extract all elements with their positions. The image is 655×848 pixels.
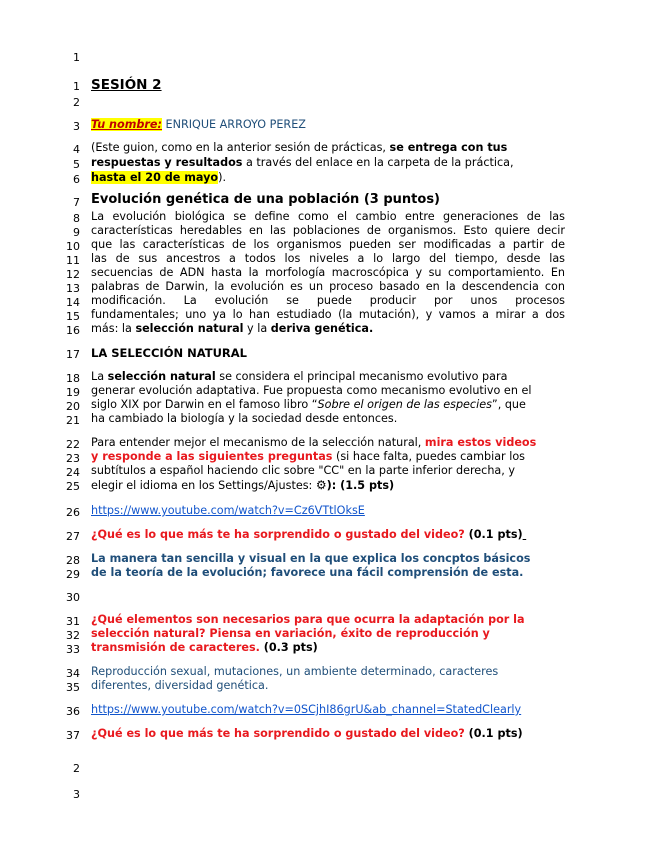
selection-line-1 (91, 370, 565, 384)
answer-2-line: Reproducción sexual, mutaciones, un ambiente determinado, caracteres (91, 665, 499, 678)
answer-1-line: La manera tan sencilla y visual en la que explica los concptos básicos (91, 552, 531, 565)
line-number: 35 (66, 681, 80, 694)
selection-line-2: generar evolución adaptativa. Fue propuesta como mecanismo evolutivo en el (91, 384, 532, 397)
question-1-points: (0.1 pts) (464, 528, 523, 541)
book-title: Sobre el origen de las especies (317, 398, 492, 411)
videos-line-4 (91, 478, 565, 493)
evolution-line: que las características de los organismos pueden ser modificadas a partir de (91, 238, 565, 251)
videos-line-1 (91, 436, 565, 450)
line-number: 5 (73, 158, 80, 171)
line-number: 24 (66, 466, 80, 479)
question-1 (91, 528, 565, 542)
line-number: 17 (66, 348, 80, 361)
evolution-last-line (91, 322, 565, 336)
line-number: 6 (73, 173, 80, 186)
intro-line-1 (91, 141, 565, 155)
videos-text: elegir el idioma en los Settings/Ajustes: (91, 479, 316, 492)
selection-heading: LA SELECCIÓN NATURAL (91, 346, 248, 360)
line-number: 20 (66, 400, 80, 413)
evolution-line: palabras de Darwin, la evolución es un proceso basado en la descendencia con (91, 280, 565, 293)
question-2-line: ¿Qué elementos son necesarios para que ocurra la adaptación por la (91, 613, 525, 626)
line-number: 22 (66, 438, 80, 451)
gear-icon: ⚙ (315, 478, 327, 492)
line-number: 1 (73, 51, 80, 64)
line-number: 29 (66, 568, 80, 581)
selection-text: siglo XIX por Darwin en el famoso libro “ (91, 398, 318, 411)
selection-text: se considera el principal mecanismo evolutivo para (215, 370, 508, 383)
line-number: 21 (66, 414, 80, 427)
line-number: 13 (66, 282, 80, 295)
line-number: 1 (73, 80, 80, 93)
name-line (91, 118, 565, 132)
selection-line-3 (91, 398, 565, 412)
line-number: 7 (73, 196, 80, 209)
intro-bold: respuestas y resultados (91, 156, 243, 169)
intro-line-2 (91, 156, 565, 170)
line-number: 15 (66, 310, 80, 323)
answer-2-line: diferentes, diversidad genética. (91, 679, 269, 692)
name-value: ENRIQUE ARROYO PEREZ (161, 118, 306, 131)
line-number: 14 (66, 296, 80, 309)
videos-points: ): (1.5 pts) (326, 479, 395, 492)
evolution-line: características heredables en las poblaciones de organismos. Esto quiere decir (91, 224, 565, 237)
evolution-line: fundamentales; uno ya lo han estudiado (la mutación), y vamos a mirar a dos (91, 308, 565, 321)
question-1-text: ¿Qué es lo que más te ha sorprendido o gustado del video? (91, 528, 465, 541)
section-heading: Evolución genética de una población (3 puntos) (91, 192, 440, 207)
intro-line-3 (91, 171, 565, 185)
video-link-1-line (91, 504, 565, 518)
line-number: 16 (66, 324, 80, 337)
line-number: 9 (73, 226, 80, 239)
term-genetic-drift: deriva genética. (270, 322, 374, 335)
selection-line-4: ha cambiado la biología y la sociedad desde entonces. (91, 412, 398, 425)
intro-text: (Este guion, como en la anterior sesión de prácticas, (91, 141, 390, 154)
line-number: 11 (66, 254, 80, 267)
line-number: 32 (66, 629, 80, 642)
line-number: 28 (66, 554, 80, 567)
selection-text: La (91, 370, 108, 383)
videos-instruction: y responde a las siguientes preguntas (91, 450, 333, 463)
line-number: 34 (66, 667, 80, 680)
selection-text: ”, que (491, 398, 526, 411)
line-number: 19 (66, 386, 80, 399)
evolution-text: más: la (91, 322, 136, 335)
line-number: 4 (73, 143, 80, 156)
question-2-text: transmisión de caracteres. (91, 641, 260, 654)
question-2-points: (0.3 pts) (259, 641, 318, 654)
videos-instruction: mira estos videos (424, 436, 537, 449)
evolution-line: La evolución biológica se define como el cambio entre generaciones de las (91, 210, 565, 223)
term-natural-selection: selección natural (107, 370, 216, 383)
line-number: 3 (73, 120, 80, 133)
line-number: 25 (66, 480, 80, 493)
evolution-text: y la (243, 322, 271, 335)
line-number: 2 (73, 762, 80, 775)
line-number: 3 (73, 788, 80, 801)
line-number: 27 (66, 530, 80, 543)
question-2-line (91, 641, 565, 655)
line-number: 12 (66, 268, 80, 281)
deadline-text: hasta el (91, 171, 146, 184)
line-number: 2 (73, 96, 80, 109)
term-natural-selection: selección natural (135, 322, 244, 335)
line-number: 37 (66, 729, 80, 742)
line-number: 23 (66, 452, 80, 465)
line-number: 30 (66, 591, 80, 604)
video-link-2[interactable]: https://www.youtube.com/watch?v=0SCjhI86grU&ab_channel=StatedClearly (91, 703, 522, 716)
intro-bold: se entrega con tus (389, 141, 508, 154)
line-number: 33 (66, 643, 80, 656)
line-number: 31 (66, 615, 80, 628)
line-number: 26 (66, 506, 80, 519)
evolution-line: las de sus ancestros a todos los niveles a lo largo del tiempo, desde las (91, 252, 565, 265)
evolution-line: modificación. La evolución se puede producir por unos procesos (91, 294, 565, 307)
line-number: 36 (66, 705, 80, 718)
videos-text: Para entender mejor el mecanismo de la selección natural, (91, 436, 425, 449)
question-3-points: (0.1 pts) (464, 727, 523, 740)
intro-text: ). (218, 171, 227, 184)
page-title: SESIÓN 2 (91, 77, 162, 93)
deadline-date: 20 de mayo (145, 171, 219, 184)
video-link-1[interactable]: https://www.youtube.com/watch?v=Cz6VTtlOksE (91, 504, 365, 517)
line-number: 18 (66, 372, 80, 385)
video-link-2-line (91, 703, 565, 717)
question-2-line: selección natural? Piensa en variación, éxito de reproducción y (91, 627, 490, 640)
videos-text: (si hace falta, puedes cambiar los (332, 450, 525, 463)
videos-line-2 (91, 450, 565, 464)
line-number: 8 (73, 212, 80, 225)
answer-1-line: de la teoría de la evolución; favorece una fácil comprensión de esta. (91, 566, 524, 579)
videos-line-3: subtítulos a español haciendo clic sobre "CC" en la parte inferior derecha, y (91, 464, 516, 477)
line-number: 10 (66, 240, 80, 253)
question-3-text: ¿Qué es lo que más te ha sorprendido o gustado del video? (91, 727, 465, 740)
question-3 (91, 727, 565, 741)
name-label: Tu nombre: (91, 118, 162, 131)
evolution-line: secuencias de ADN hasta la morfología macroscópica y su comportamiento. En (91, 266, 565, 279)
intro-text: a través del enlace en la carpeta de la práctica, (242, 156, 514, 169)
